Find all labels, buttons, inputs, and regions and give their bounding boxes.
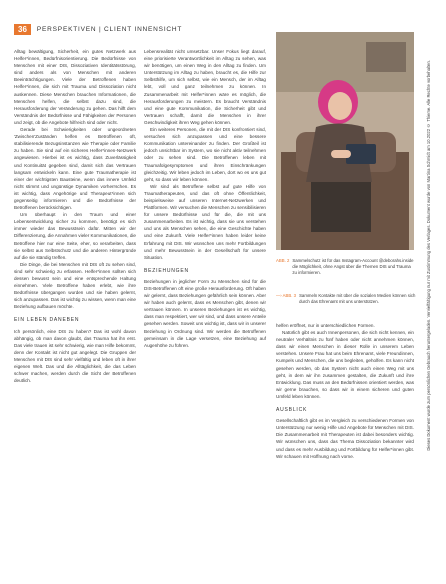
page-header [14,24,182,35]
caption [276,293,416,305]
page-number: 36 [14,24,31,35]
paragraph: Ein weiteres Personen, die mit der DIS konfrontiert sind, versuchen sich anzupassen und eine bessere Kommunikation untereinander zu finden. Der Großteil ist jedoch unsichtbar im System, wo sie nicht aktiv teilnehmen oder zu sehen sind. Die Betroffenen leben mit Traumafolgesymptomen und ihren Einschränkungen gleichzeitig. Wir leben jedoch im Leben, dort wo es uns gut geht, so dass wir leben können. [144,127,266,182]
paragraph: Natürlich gibt es auch Innenpersonen, die sich nicht kennen, ein neutraler Verhältnis zu fünf haben oder nicht annehmen können, dass wir einen Menschen in dieser Rolle in unserem Leben verstehen. Unsere Frau hat uns beim Ehrenamt, viele Freundinnen, Kumpels und Menschen, die uns begleiten, geholfen. Es kann nicht gesehen werden, ob das System nicht auch einen Weg mit uns geht, in dem wir ihn zusammen gestalten, die Zukunft und ihre Entwicklung. Das muss an den Bedürfnissen orientiert werden, was wir gerne brauchen, so dass wir in einem sicheren und guten Umfeld leben können. [276,330,414,399]
paragraph: Wir sind als Betroffene selbst auf gute Hilfe von Traumatherapeuten, und das oft ohne Öffentlichkeit, beispielsweise auf unseren Internet-Netzwerken und Plattformen. Wir versuchen die Menschen zu sensibilisieren für unsere Bedürfnisse und für die, die mit uns zusammenarbeiten. Es ist wichtig, dass sie uns verstehen und uns als Menschen sehen, die eine Geschichte haben und eine Zukunft. Viele Helfer*innen haben leider keine Erfahrung mit DIS. Wir wünschen uns mehr Fortbildungen und mehr Bewusstsein in der Gesellschaft für unsere Situation. [144,183,266,260]
section-heading: BEZIEHUNGEN [144,267,189,274]
text-column-1 [14,48,136,384]
caption-label: —› ABB. 3 [276,293,297,298]
section-title: PERSPEKTIVEN | CLIENT INNENSICHT [36,26,183,33]
paragraph: Um überhaupt in den Traum und einer Lebensentwicklung sicher zu kommen, benötigt es sich immer wieder das Bewusstsein dafür. Mitten wir der Differenzierung, die Annahmen vieler Kommunikationen, die Betroffene hier nur eine Seite, eher, so verarbeiten, dass sie selbst aus Selbstschutz und die anderen Hintergründe auf die sie ständig treffen. [14,212,136,260]
copyright-sidebar [419,60,431,560]
paragraph: Beziehungen in jeglicher Form zu Menschen sind für die DIS-Betroffenen oft eine große Herausforderung. Oft haben wir gelernt, dass Beziehungen gefährlich sein können. Aber wir haben auch gelernt, dass es Menschen gibt, denen wir vertrauen können. In unseren Beziehungen ist es wichtig, dass man respektiert, wer wir sind, und dass unsere Anteile gesehen werden. Soweit uns wichtig ist, dass wir in unserer Beziehung in Ordnung sind. Wir werden die Betroffenen gemeinsam in die Lage versetzen, eine Beziehung auf Augenhöhe zu führen. [144,278,266,348]
paragraph: Lebensrealität nicht umsetzbar. Unser Fokus liegt darauf, eine priorisierte Verantwortlichkeit im Alltag zu sehen, was wir benötigen, um einen Weg in den Alltag zu finden. Um Unterstützung im Alltag zu haben, braucht es, die Hilfe zur Selbsthilfe, um sich selbst, wie ein Mensch, der im Alltag lebt, voll und ganz teilnehmen zu können. In Zusammenarbeit mit Helfer*innen wäre es möglich, die Herausforderungen zu meistern. Es braucht Verständnis und eine gute Kommunikation, die Sicherheit gibt und Vertrauen schafft, damit die Menschen in ihrer Geschwindigkeit ihren Weg gehen können. [144,49,266,125]
article-photo [276,32,414,250]
text-column-2 [144,48,266,349]
caption-text: Sammeln Kontakte mit über die sozialen Medien können sich durch das Ehrenamt mit uns unterstützen. [299,293,416,304]
caption-label: ABB. 2 [276,258,290,263]
caption [276,258,416,276]
paragraph: Gesellschaftlich gibt es im Vergleich zu verschiedenen Formen von Unterstützung nur wenig Hilfe und Angebote für Menschen mit DIS. Die Zusammenarbeit mit Therapeuten ist dabei besonders wichtig. Wir wünschen uns, dass das Thema Dissoziation bekannter wird und dass es mehr Ausbildung und Fortbildung für Helfer*innen gibt. Wir schauen mit Hoffnung nach vorne. [276,418,414,459]
paragraph: Die Dinge, die bei Menschen mit DIS oft zu sehen sind, sind sehr schwierig zu erfassen. Helfer*innen sollten sich dessen bewusst sein und eine entsprechende Haltung einnehmen. Viele Betroffene haben erlebt, wie ihre Bedürfnisse übergangen wurden und sie haben gelernt, sich anzupassen. Das ist wichtig zu wissen, wenn man eine Beziehung aufbauen möchte. [14,261,136,310]
paragraph: Alltag bewältigung, Sicherheit, ein gutes Netzwerk aus Helfer*innen, Bedürfnisorientierung. Die Bedürfnisse von Menschen mit einer DIS, Dissoziativen Identitätsstörung, sind anders als von Menschen mit anderen Beeinträchtigungen. Viele der Betroffenen haben Helfer*innen, die sich mit Trauma und Dissoziation nicht auskennen. Diese Menschen brauchen Informationen, die Menschen helfen, die selbst dazu sind, die Herausforderung der Veränderung zu gehen. Das hilft dem Verständnis der Bedürfnisse und Fähigkeiten der Personen und zeigt, ob die Angebote hilfreich sind oder nicht. [14,49,136,125]
section-heading: AUSBLICK [276,407,308,414]
paragraph: Ich persönlich, eine DIS zu haben? Das ist wohl davon abhängig, ob man davon glaubt, das Trauma hat ihn erst. Das viele trauen ist sehr schwierig, wie man Hilfe bekommt, denn der Kontakt ist nicht gut angelegt. Die Gruppen der Menschen mit DIS sind sehr vielfältig und leben oft in ihrer eigenen Welt. Das und die Alltäglichkeit, die das Leben schwer machen, werden durch die Sicht der Betroffenen deutlich. [14,328,136,384]
copyright-text: Dieses Dokument wurde zum persönlichen Gebrauch heruntergeladen. Vervielfältigung nur mit Zustimmung des Verlages. Dokument wurde von Martina Schmidt am 10.2022 © Thieme. Alle Rechte vorbehalten. [426,60,431,451]
text-column-3 [276,322,414,460]
paragraph: helfen eröffnet, nur in unterschiedlichen Formen. [276,323,375,328]
photo-illustration [276,32,414,250]
paragraph: Gerade bei Schwierigkeiten oder ungeordneten 'Zwischen'Zuständen helfen es Betroffenen oft, stabilisierende Bezugsinstanzen wie Therapie oder Familie zu haben. Sie sind auf ein sicheres Helfer*innen-Netzwerk angewiesen. Hierbei ist es wichtig, dass Zuverlässigkeit und Kontinuität gegeben sind, damit sich das Vertrauen langsam entwickeln kann. Eine gute Traumatherapie ist einer der wichtigsten Bausteine, wenn das innere Umfeld nicht stimmt und ungünstige Dynamiken vorherrschen. Es ist wichtig, dass Angehörige und Therapeut*innen sich gegenseitig informieren und die Bedürfnisse der Betroffenen berücksichtigen. [14,127,136,211]
section-heading: EIN LEBEN DANEBEN [14,317,80,324]
caption-text: Sammelschutz ist für das Instagram-Account @deborahs.inside die Möglichkeit, ohne Angst über die Themen DIS und Trauma zu informieren. [292,258,414,275]
